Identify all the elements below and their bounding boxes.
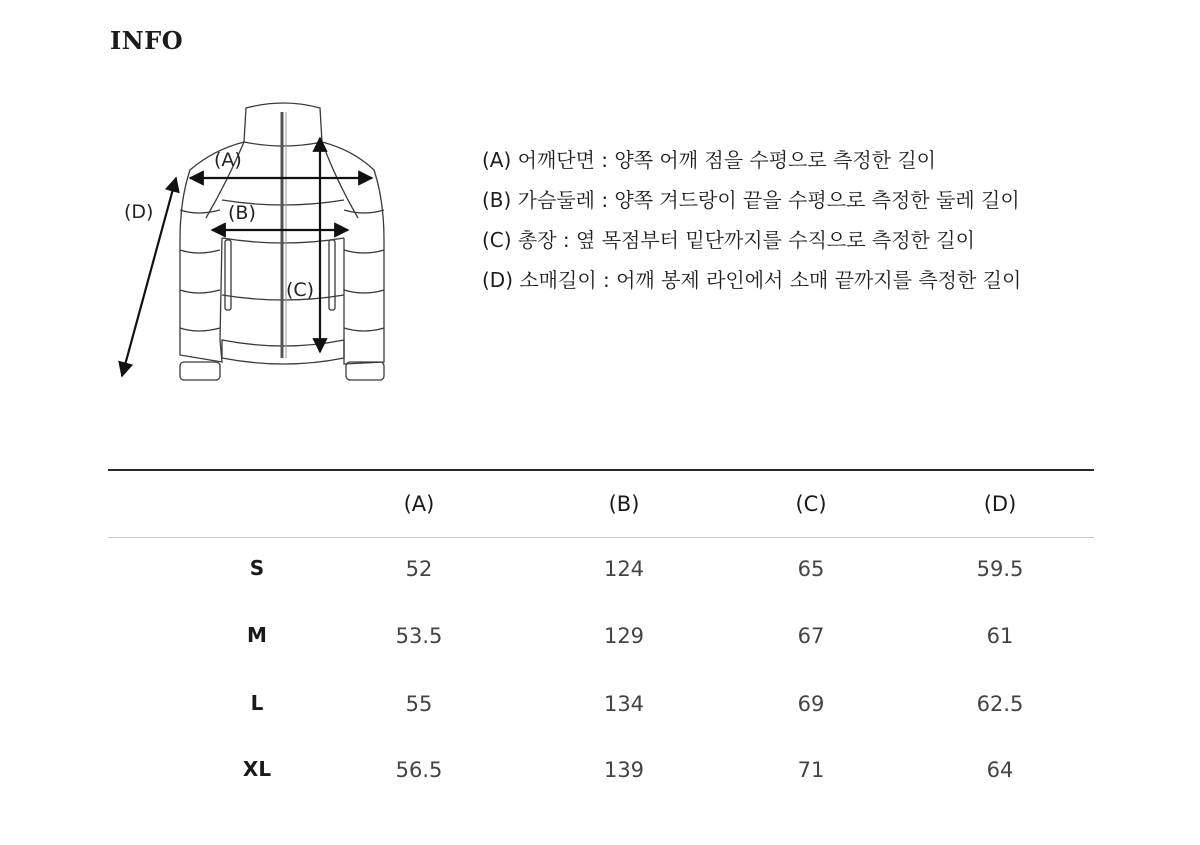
definition-c: (C) 총장 : 옆 목점부터 밑단까지를 수직으로 측정한 길이 bbox=[482, 228, 975, 252]
table-cell: 124 bbox=[603, 557, 645, 581]
definition-b: (B) 가슴둘레 : 양쪽 겨드랑이 끝을 수평으로 측정한 둘레 길이 bbox=[482, 188, 1020, 212]
table-cell: 53.5 bbox=[395, 624, 443, 648]
table-top-rule bbox=[108, 469, 1094, 471]
column-header-d: (D) bbox=[983, 492, 1017, 516]
table-cell: 59.5 bbox=[976, 557, 1024, 581]
table-cell: 56.5 bbox=[395, 758, 443, 782]
page-title: INFO bbox=[110, 26, 184, 55]
table-cell: 62.5 bbox=[976, 692, 1024, 716]
table-cell: 67 bbox=[797, 624, 825, 648]
measurement-definitions bbox=[482, 140, 1021, 300]
row-size-label: L bbox=[250, 691, 264, 715]
label-c: (C) bbox=[286, 279, 315, 301]
table-cell: 61 bbox=[986, 624, 1014, 648]
column-header-a: (A) bbox=[403, 492, 435, 516]
table-cell: 71 bbox=[797, 758, 825, 782]
table-header-rule bbox=[108, 537, 1094, 538]
table-cell: 55 bbox=[405, 692, 433, 716]
table-cell: 64 bbox=[986, 758, 1014, 782]
column-header-b: (B) bbox=[608, 492, 640, 516]
definition-a: (A) 어깨단면 : 양쪽 어깨 점을 수평으로 측정한 길이 bbox=[482, 148, 936, 172]
label-b: (B) bbox=[228, 202, 256, 224]
table-cell: 139 bbox=[603, 758, 645, 782]
row-size-label: M bbox=[247, 623, 267, 647]
definition-d: (D) 소매길이 : 어깨 봉제 라인에서 소매 끝까지를 측정한 길이 bbox=[482, 268, 1022, 292]
column-header-c: (C) bbox=[795, 492, 827, 516]
table-cell: 134 bbox=[603, 692, 645, 716]
row-size-label: XL bbox=[242, 757, 272, 781]
table-cell: 69 bbox=[797, 692, 825, 716]
label-d: (D) bbox=[124, 201, 154, 223]
jacket-diagram bbox=[108, 100, 408, 400]
row-size-label: S bbox=[249, 556, 265, 580]
table-cell: 65 bbox=[797, 557, 825, 581]
table-cell: 52 bbox=[405, 557, 433, 581]
table-cell: 129 bbox=[603, 624, 645, 648]
label-a: (A) bbox=[214, 149, 242, 171]
